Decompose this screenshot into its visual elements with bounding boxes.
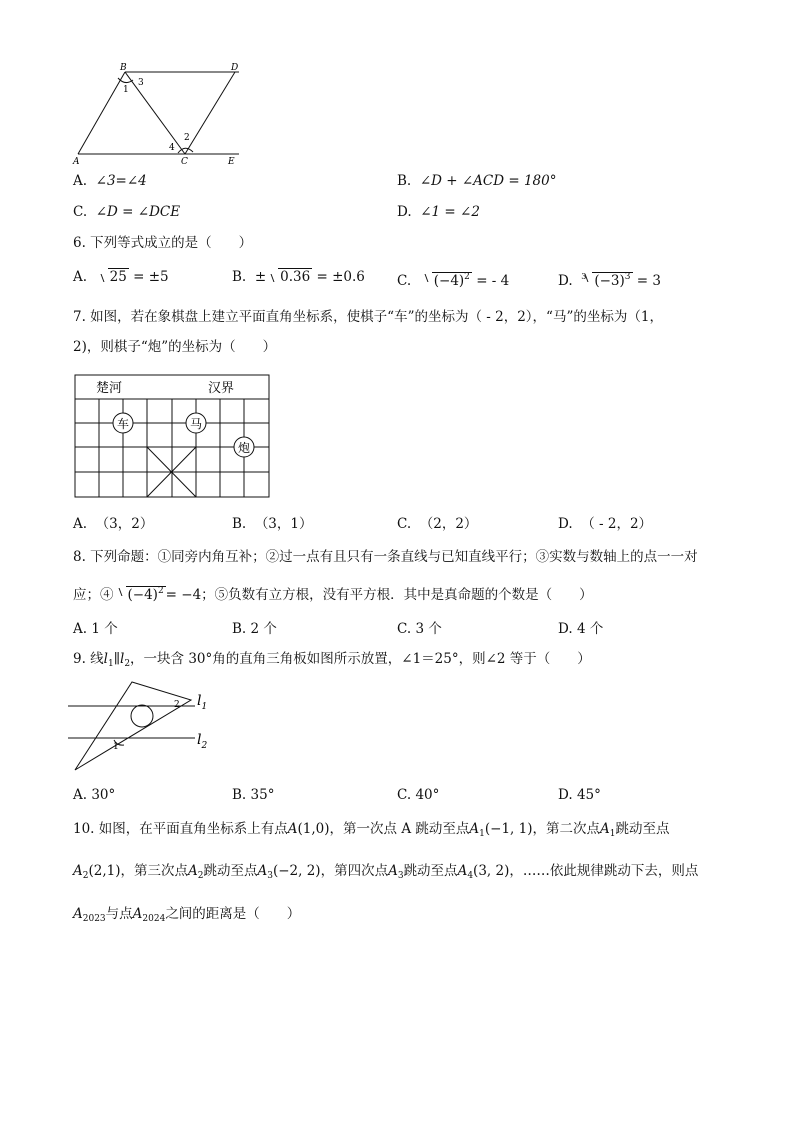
q6-option-a: A. 25 = ±5 [73,269,169,285]
piece-che: 车 [117,417,130,431]
chess-board-figure [74,374,271,498]
q7-stem-line1: 7. 如图，若在象棋盘上建立平面直角坐标系，使棋子“车”的坐标为（ - 2，2），“马”的坐标为（1， [73,309,663,325]
q8-option-c: C. 3 个 [397,621,442,637]
label-E: E [228,157,235,166]
angle-1-label: 1 [113,742,119,752]
label-D: D [231,63,239,73]
label-B: B [120,63,127,73]
q6-option-c: C. $(-4)^2$ = - 4 [397,268,509,290]
q6-option-b: B. ± 0.36 = ±0.6 [232,269,365,285]
angle-2-label: 2 [174,700,180,710]
q5-option-c: C. ∠D = ∠DCE [73,204,181,220]
angle-1: 1 [123,85,129,95]
q10-stem-line2: $A_2(2,1)$，第三次点$A_2$跳动至点$A_3(-2$, 2)，第四次点$A_3$跳动至点$A_4(3$, 2)，……依此规律跳动下去，则点 [73,863,699,881]
q8-stem-line1: 8. 下列命题：①同旁内角互补；②过一点有且只有一条直线与已知直线平行；③实数与数轴上的点一一对 [73,549,698,565]
q7-option-d: D. （ - 2，2） [558,516,653,532]
q10-stem-line3: $A_{2023}$与点$A_{2024}$之间的距离是（ ） [73,906,301,924]
angle-2: 2 [184,133,190,143]
q9-stem: 9. 线$l_1\parallel l_2$，一块含 30°角的直角三角板如图所示放置，∠1＝25°，则∠2 等于（ ） [73,651,591,669]
cbrt-symbol: $(-3)^3$ [582,268,632,290]
q5-option-b: B. ∠D + ∠ACD = 180° [397,173,557,189]
q5-option-a: A. ∠3=∠4 [73,173,147,189]
q5-option-d: D. ∠1 = ∠2 [397,204,480,220]
sqrt-symbol: 0.36 [268,268,312,286]
q8-stem-line2: 应；④ $(-4)^2 = -4$；⑤负数有立方根，没有平方根．其中是真命题的个数是（ ） [73,582,593,604]
q7-option-a: A. （3，2） [73,516,154,532]
q9-option-c: C. 40° [397,787,440,803]
q8-option-b: B. 2 个 [232,621,277,637]
angle-4: 4 [169,143,175,153]
board-river-right: 汉界 [208,381,235,396]
q9-option-d: D. 45° [558,787,601,803]
q6-stem: 6. 下列等式成立的是（ ） [73,235,253,251]
angle-3: 3 [138,78,144,88]
q10-stem-line1: 10. 如图，在平面直角坐标系上有点A(1,0)，第一次点 A 跳动至点$A_1(-1$, 1)，第二次点$A_1$跳动至点 [73,821,670,839]
parallelogram-figure [68,60,248,166]
line-l2-label: $l_2$ [197,732,208,751]
line-l1-label: $l_1$ [197,693,208,712]
label-A: A [73,157,80,166]
piece-ma: 马 [190,417,203,431]
sqrt-symbol: 25 [98,268,129,286]
q7-stem-line2: 2)，则棋子“炮”的坐标为（ ） [73,339,277,355]
q9-option-a: A. 30° [73,787,116,803]
sqrt-symbol: $(-4)^2$ [116,582,166,604]
board-river-left: 楚河 [96,381,123,396]
q9-option-b: B. 35° [232,787,275,803]
sqrt-symbol: $(-4)^2$ [422,268,472,290]
q7-option-c: C. （2，2） [397,516,478,532]
q8-option-d: D. 4 个 [558,621,604,637]
label-C: C [181,157,188,166]
q7-option-b: B. （3，1） [232,516,313,532]
q6-option-d: D. $^3$ $(-3)^3 = 3$ [558,268,661,292]
piece-pao: 炮 [238,441,251,455]
triangle-ruler-figure [68,678,218,774]
q8-option-a: A. 1 个 [73,621,118,637]
